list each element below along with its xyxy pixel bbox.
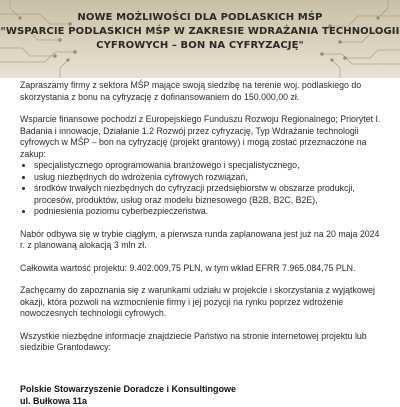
organization-name: Polskie Stowarzyszenie Doradcze i Konsultingowe [20,384,237,394]
organization-address: ul. Bułkowa 11a [20,396,88,406]
header-banner [0,0,400,78]
article-body [20,80,386,365]
intro-paragraph: Zapraszamy firmy z sektora MŚP mające swoją siedzibę na terenie woj. podlaskiego do skorzystania z bonu na cyfryzację z dofinansowaniem do 150.000,00 zł. [20,80,362,102]
list-item: • podniesienia poziomu cyberbezpieczeństwa. [34,206,386,218]
headline-line-1: NOWE MOŻLIWOŚCI DLA PODLASKICH MŚP [77,12,323,23]
invitation-paragraph: Zachęcamy do zapoznania się z warunkami udziału w projekcie i skorzystania z wyjątkowej okazji, która pozwoli na wzmocnienie firmy i jej pozycji na rynku poprzez wdrożenie nowoczesnych technologii cyfrowych. [20,285,375,318]
recruitment-paragraph: Nabór odbywa się w trybie ciągłym, a pierwsza runda zaplanowana jest już na 20 maja 2024 r. z planowaną alokacją 3 mln zł. [20,228,380,250]
total-value-paragraph: Całkowita wartość projektu: 9.402.009,75 PLN, w tym wkład EFRR 7.965.084,75 PLN. [20,262,356,273]
info-paragraph: Wszystkie niezbędne informacje znajdziecie Państwo na stronie internetowej projektu lub siedzibie Grantodawcy: [20,330,367,352]
list-item: • usług niezbędnych do wdrożenia cyfrowych rozwiązań, [34,172,386,184]
headline-line-3: CYFROWYCH – BON NA CYFRYZACJĘ" [96,40,304,51]
organization-block [20,383,236,407]
headline [0,11,400,53]
headline-line-2: "WSPARCIE PODLASKICH MŚP W ZAKRESIE WDRAŻANIA TECHNOLOGII [0,26,400,37]
funding-source-paragraph: Wsparcie finansowe pochodzi z Europejskiego Funduszu Rozwoju Regionalnego; Priorytet I. Badania i innowacje, Działanie 1.2 Rozwój przez cyfryzację, Typ Wdrażanie technologii cyfrowych w MŚP – bon na cyfryzację (projekt grantowy) i mogą zostać przeznaczone na zakup: [20,114,381,159]
purchase-list [20,160,386,218]
list-item: • środków trwałych niezbędnych do cyfryzacji przedsiębiorstw w obszarze produkcji, procesów, produktów, usług oraz modelu biznesowego (B2B, B2C, B2E), [34,183,386,206]
list-item: • specjalistycznego oprogramowania branżowego i specjalistycznego, [34,160,386,172]
